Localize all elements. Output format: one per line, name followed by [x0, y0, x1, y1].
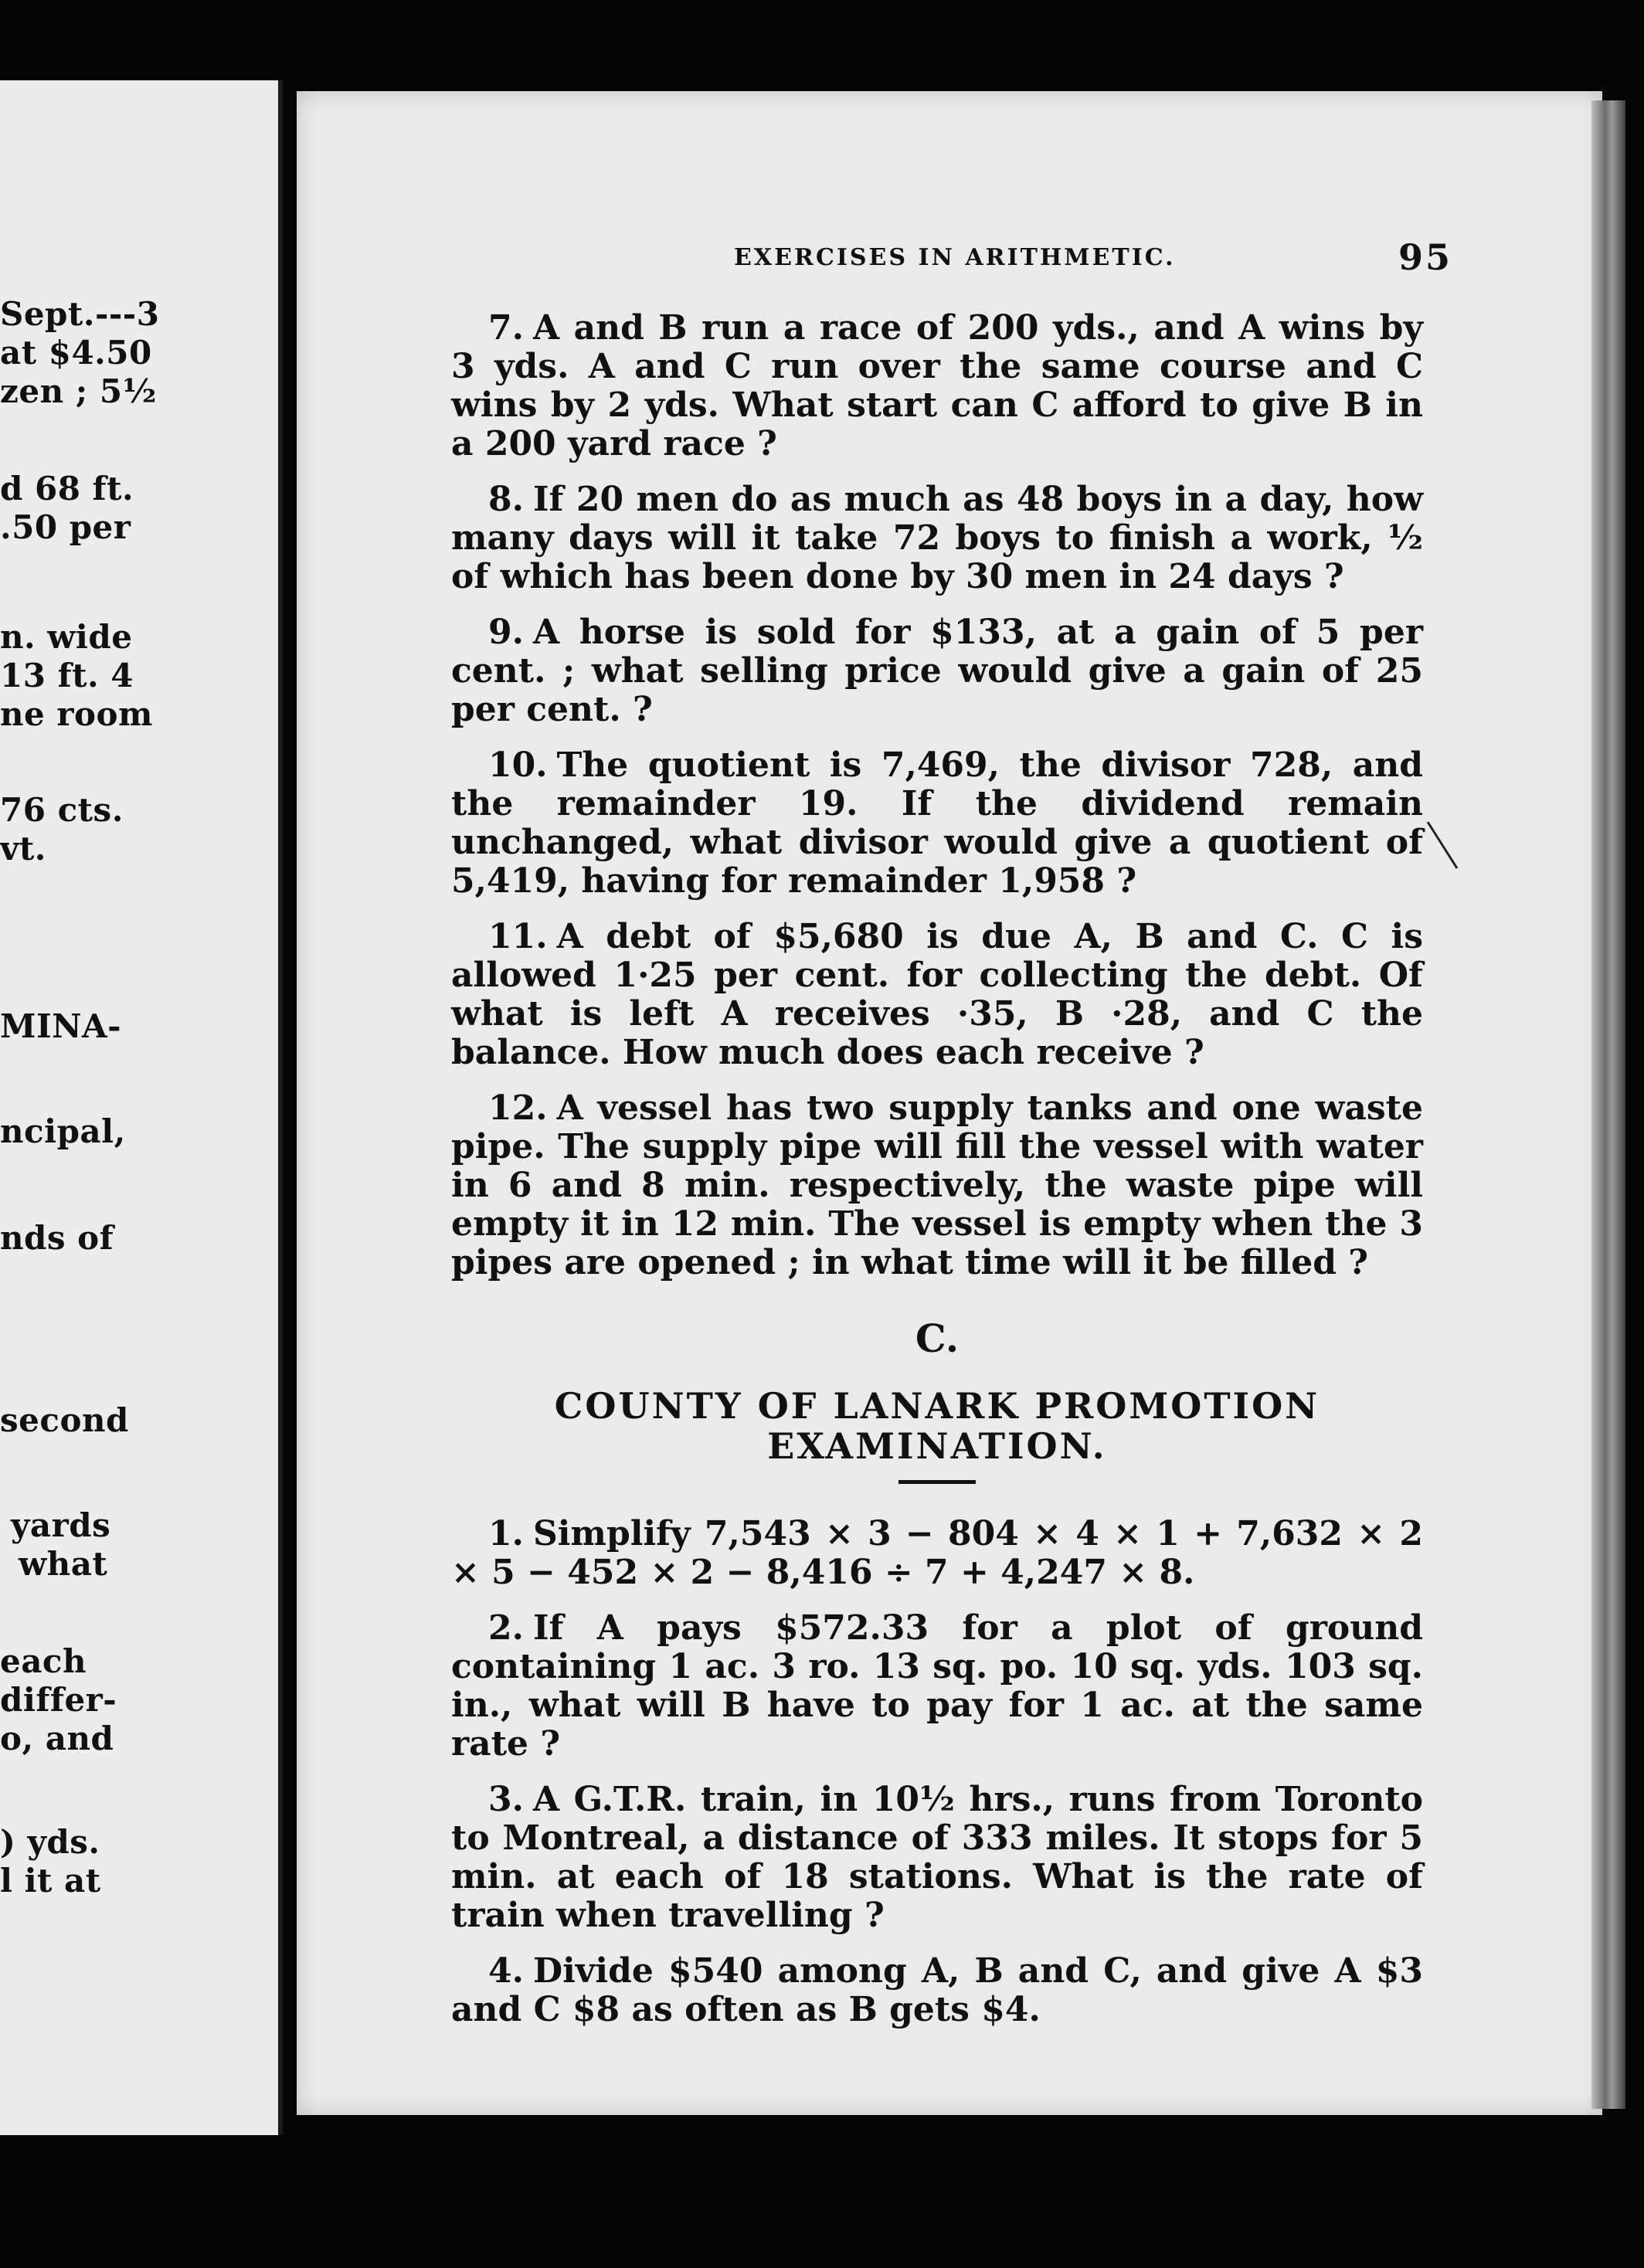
- header-title: EXERCISES IN ARITHMETIC.: [734, 244, 1176, 271]
- question-number: 3.: [488, 1780, 524, 1819]
- exercise-text: A vessel has two supply tanks and one waste pipe. The supply pipe will fill the vessel with water in 6 and 8 min. respectively, the waste pipe will empty it in 12 min. The vessel is empty when the 3 pipes are opened ; in what time will it be filled ?: [451, 1088, 1423, 1282]
- exam-question: [451, 1515, 1423, 1592]
- left-page-fragment: l it at: [0, 1862, 101, 1900]
- question-number: 4.: [488, 1951, 524, 1991]
- exercise-item: [451, 746, 1423, 901]
- exam-question: [451, 1781, 1423, 1935]
- exercise-item: [451, 613, 1423, 729]
- exercise-text: If 20 men do as much as 48 boys in a day, how many days will it take 72 boys to finish a work, ½ of which has been done by 30 men in 24 days ?: [451, 480, 1423, 596]
- question-text: Simplify 7,543 × 3 − 804 × 4 × 1 + 7,632 × 2 × 5 − 452 × 2 − 8,416 ÷ 7 + 4,247 × 8.: [451, 1514, 1423, 1592]
- left-page-fragment: vt.: [0, 830, 46, 867]
- left-page-fragment: .50 per: [0, 508, 131, 546]
- question-number: 2.: [488, 1608, 524, 1648]
- exercise-number: 9.: [488, 613, 524, 652]
- exercise-item: [451, 309, 1423, 463]
- left-page-fragment: at $4.50: [0, 334, 152, 372]
- question-text: Divide $540 among A, B and C, and give A $3 and C $8 as often as B gets $4.: [451, 1951, 1423, 2029]
- exercise-text: A debt of $5,680 is due A, B and C. C is allowed 1·25 per cent. for collecting the debt. Of what is left A receives ·35, B ·28, and C the balance. How much does each receive ?: [451, 917, 1423, 1072]
- title-rule: [898, 1480, 976, 1484]
- exercise-text: The quotient is 7,469, the divisor 728, and the remainder 19. If the dividend remain unchanged, what divisor would give a quotient of 5,419, having for remainder 1,958 ?: [451, 745, 1423, 901]
- question-text: A G.T.R. train, in 10½ hrs., runs from Toronto to Montreal, a distance of 333 miles. It stops for 5 min. at each of 18 stations. What is the rate of train when travelling ?: [451, 1780, 1423, 1935]
- exercise-number: 8.: [488, 480, 524, 519]
- page-edge-shadow: [1591, 100, 1625, 2109]
- section-letter: C.: [915, 1316, 960, 1361]
- exercise-number: 10.: [488, 745, 548, 785]
- page-number: 95: [1398, 236, 1453, 278]
- exercise-number: 12.: [488, 1088, 548, 1128]
- left-page-fragment: ne room: [0, 695, 153, 733]
- exercise-item: [451, 918, 1423, 1072]
- left-page-fragment: yards: [11, 1506, 111, 1544]
- left-page-fragment: each: [0, 1642, 87, 1680]
- section-title: COUNTY OF LANARK PROMOTION EXAMINATION.: [554, 1385, 1320, 1467]
- left-page-fragment: Sept.---3: [0, 295, 160, 333]
- page-content: [451, 309, 1423, 2046]
- exam-question: [451, 1609, 1423, 1764]
- left-page-fragment: 13 ft. 4: [0, 657, 134, 694]
- left-page-fragment: MINA-: [0, 1007, 122, 1045]
- left-page-fragment: second: [0, 1401, 129, 1439]
- pencil-mark: [1426, 819, 1460, 873]
- left-page-fragment: what: [19, 1545, 108, 1583]
- left-page-fragment: ) yds.: [0, 1823, 100, 1861]
- left-page-fragment: nds of: [0, 1219, 114, 1257]
- exercise-text: A and B run a race of 200 yds., and A wins by 3 yds. A and C run over the same course and C wins by 2 yds. What start can C afford to give B in a 200 yard race ?: [451, 308, 1423, 463]
- left-page-fragment: ncipal,: [0, 1112, 126, 1150]
- left-page-fragment: 76 cts.: [0, 791, 124, 829]
- left-page-fragment: differ-: [0, 1681, 117, 1719]
- left-page-fragment: o, and: [0, 1720, 114, 1757]
- exercise-number: 11.: [488, 917, 548, 956]
- left-page-fragment: d 68 ft.: [0, 470, 134, 508]
- left-page: [0, 80, 283, 2135]
- question-number: 1.: [488, 1514, 524, 1553]
- left-page-fragment: zen ; 5½: [0, 372, 157, 410]
- exercise-item: [451, 1089, 1423, 1282]
- left-page-fragment: n. wide: [0, 618, 133, 656]
- exercise-number: 7.: [488, 308, 524, 348]
- exam-question: [451, 1952, 1423, 2029]
- exercise-text: A horse is sold for $133, at a gain of 5 per cent. ; what selling price would give a gain of 25 per cent. ?: [451, 613, 1423, 729]
- exercise-item: [451, 480, 1423, 596]
- question-text: If A pays $572.33 for a plot of ground containing 1 ac. 3 ro. 13 sq. po. 10 sq. yds. 103 sq. in., what will B have to pay for 1 ac. at the same rate ?: [451, 1608, 1423, 1764]
